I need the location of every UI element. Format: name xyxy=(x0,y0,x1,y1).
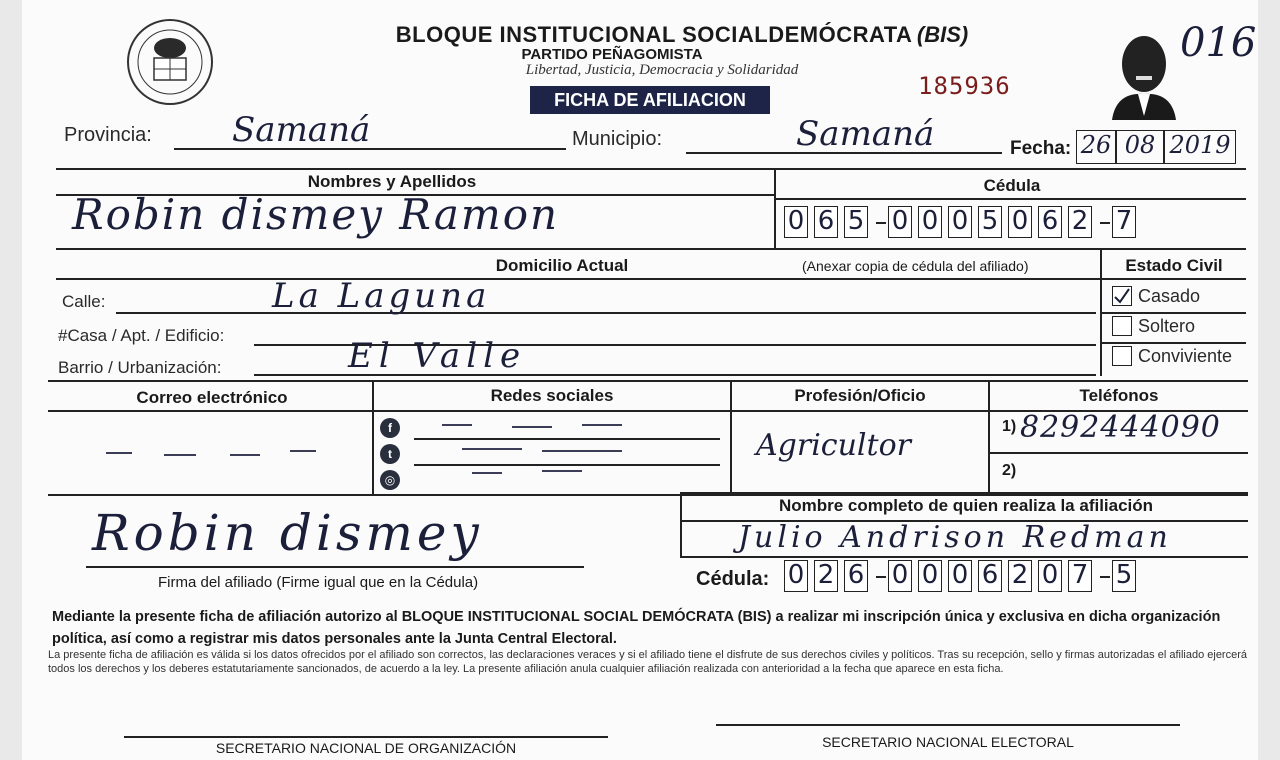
affiliator-cedula-digit: 6 xyxy=(847,560,865,590)
casado-label: Casado xyxy=(1138,286,1201,306)
affiliator-cedula-digit: 0 xyxy=(921,560,939,590)
affiliator-cedula-digit: 2 xyxy=(817,560,835,590)
affiliator-cedula-label: Cédula: xyxy=(696,568,770,590)
phones-header: Teléfonos xyxy=(1079,386,1159,405)
affiliator-cedula-digit: 0 xyxy=(1041,560,1059,590)
affiliator-cedula-digit-box[interactable] xyxy=(814,560,838,592)
names-header: Nombres y Apellidos xyxy=(307,172,477,191)
cedula-separator xyxy=(876,222,886,224)
cedula-digit: 0 xyxy=(1011,206,1029,236)
cedula-digit: 6 xyxy=(817,206,835,236)
cedula-digit: 2 xyxy=(1071,206,1089,236)
cedula-digit-box[interactable] xyxy=(1038,206,1062,238)
affiliator-cedula-digit: 5 xyxy=(1115,560,1133,590)
calle-label: Calle: xyxy=(62,292,106,311)
affiliator-cedula-digit-box[interactable] xyxy=(1008,560,1032,592)
secretary-org: SECRETARIO NACIONAL DE ORGANIZACIÓN xyxy=(215,740,517,756)
affiliator-cedula-digit: 7 xyxy=(1071,560,1089,590)
org-title xyxy=(362,22,1002,48)
form-title-bar xyxy=(530,86,770,114)
affiliator-cedula-digit-box[interactable] xyxy=(918,560,942,592)
org-name: BLOQUE INSTITUCIONAL SOCIALDEMÓCRATA xyxy=(395,22,913,47)
party-name: PARTIDO PEÑAGOMISTA xyxy=(521,46,703,63)
cedula-digit-boxes[interactable] xyxy=(784,206,1244,242)
cedula-digit-box[interactable] xyxy=(1068,206,1092,238)
affiliator-cedula-digit-box[interactable] xyxy=(888,560,912,592)
serial-number: 185936 xyxy=(918,72,1011,100)
affiliator-name[interactable]: Julio Andrison Redman xyxy=(738,520,1172,555)
legal-small-text: La presente ficha de afiliación es válida si los datos ofrecidos por el afiliado son correctos, las declaraciones veraces y si el afiliado tiene el disfrute de sus derechos civiles y políticos. Tras su recepción, sello y firmas autorizadas el afiliado ejercerá todos los derechos y los deberes estatutariamente sancionados, de acuerdo a la ley. La presente afiliación anula cualquier afiliación realizada con anterioridad a la fecha que aparece en esta ficha. xyxy=(48,649,1247,675)
affiliator-cedula-digit-box[interactable] xyxy=(978,560,1002,592)
cedula-digit-box[interactable] xyxy=(784,206,808,238)
email-header: Correo electrónico xyxy=(136,388,288,407)
estado-civil-header: Estado Civil xyxy=(1125,256,1223,275)
phone2-label: 2) xyxy=(1002,462,1017,479)
signature-value[interactable]: Robin dismey xyxy=(92,504,483,562)
motto: Libertad, Justicia, Democracia y Solidaridad xyxy=(525,62,799,78)
soltero-checkbox[interactable] xyxy=(1112,316,1132,336)
social-header: Redes sociales xyxy=(490,386,614,405)
cedula-digit: 0 xyxy=(951,206,969,236)
cedula-digit: 6 xyxy=(1041,206,1059,236)
affiliator-cedula-separator xyxy=(876,576,886,578)
secretary-electoral: SECRETARIO NACIONAL ELECTORAL xyxy=(822,734,1074,750)
cedula-digit: 0 xyxy=(787,206,805,236)
fecha-month: 08 xyxy=(1124,131,1156,159)
cedula-digit-box[interactable] xyxy=(844,206,868,238)
profession-header: Profesión/Oficio xyxy=(794,386,926,405)
affiliator-cedula-digit: 6 xyxy=(981,560,999,590)
cedula-digit-box[interactable] xyxy=(1112,206,1136,238)
barrio-label: Barrio / Urbanización: xyxy=(58,358,222,377)
fecha-year-box[interactable] xyxy=(1164,130,1236,164)
legal-bold-text: Mediante la presente ficha de afiliación autorizo al BLOQUE INSTITUCIONAL SOCIAL DEMÓCRATA (BIS) a realizar mi inscripción única y exclusiva en dicha organización política, así como a registrar mis datos personales ante la Junta Central Electoral. xyxy=(52,609,1221,647)
provincia-value[interactable]: Samaná xyxy=(232,110,371,150)
affiliation-form xyxy=(22,0,1258,760)
twitter-icon: t xyxy=(380,444,400,464)
cedula-digit: 0 xyxy=(921,206,939,236)
cedula-header: Cédula xyxy=(983,176,1041,195)
social-blank xyxy=(442,424,472,426)
affiliator-cedula-digit-box[interactable] xyxy=(1068,560,1092,592)
form-title: FICHA DE AFILIACION xyxy=(554,90,746,110)
cedula-digit: 5 xyxy=(981,206,999,236)
names-value[interactable]: Robin dismey Ramon xyxy=(72,190,560,239)
domicilio-note: (Anexar copia de cédula del afiliado) xyxy=(802,258,1029,274)
instagram-icon: ◎ xyxy=(380,470,400,490)
phone1-value[interactable]: 8292444090 xyxy=(1020,410,1221,445)
profession-value[interactable]: Agricultor xyxy=(756,428,911,463)
phone1-label: 1) xyxy=(1002,418,1017,435)
email-blank xyxy=(106,452,132,454)
conviviente-label: Conviviente xyxy=(1138,346,1233,366)
municipio-value[interactable]: Samaná xyxy=(796,114,935,154)
fecha-day-box[interactable] xyxy=(1076,130,1116,164)
cedula-digit-box[interactable] xyxy=(1008,206,1032,238)
fecha-year: 2019 xyxy=(1169,131,1231,159)
facebook-icon: f xyxy=(380,418,400,438)
affiliator-cedula-digit: 0 xyxy=(891,560,909,590)
conviviente-checkbox[interactable] xyxy=(1112,346,1132,366)
soltero-label: Soltero xyxy=(1138,316,1196,336)
cedula-digit: 7 xyxy=(1115,206,1133,236)
affiliator-cedula-digit: 2 xyxy=(1011,560,1029,590)
calle-value[interactable]: La Laguna xyxy=(272,276,491,316)
cedula-digit-box[interactable] xyxy=(978,206,1002,238)
handwritten-number: 016 xyxy=(1180,20,1257,66)
affiliator-cedula-digit-box[interactable] xyxy=(1038,560,1062,592)
fecha-label: Fecha: xyxy=(1010,138,1072,159)
municipio-label: Municipio: xyxy=(572,128,663,150)
affiliator-cedula-digit-box[interactable] xyxy=(948,560,972,592)
affiliator-header: Nombre completo de quien realiza la afiliación xyxy=(778,496,1154,515)
affiliator-cedula-separator xyxy=(1100,576,1110,578)
cedula-digit-box[interactable] xyxy=(918,206,942,238)
provincia-label: Provincia: xyxy=(64,124,152,146)
affiliator-cedula-digit-box[interactable] xyxy=(1112,560,1136,592)
portrait-photo xyxy=(1108,26,1180,120)
fecha-day: 26 xyxy=(1080,131,1112,159)
cedula-digit: 5 xyxy=(847,206,865,236)
domicilio-header: Domicilio Actual xyxy=(495,256,629,275)
casa-label: #Casa / Apt. / Edificio: xyxy=(58,326,225,345)
affiliator-cedula-digit: 0 xyxy=(787,560,805,590)
affiliator-cedula-digit: 0 xyxy=(951,560,969,590)
cedula-digit: 0 xyxy=(891,206,909,236)
cedula-digit-box[interactable] xyxy=(888,206,912,238)
affiliator-cedula-digit-box[interactable] xyxy=(784,560,808,592)
signature-caption: Firma del afiliado (Firme igual que en la Cédula) xyxy=(158,574,479,591)
org-abbr: (BIS) xyxy=(916,22,969,47)
seal-logo xyxy=(124,18,216,106)
affiliator-cedula-boxes[interactable] xyxy=(784,560,1244,596)
fecha-month-box[interactable] xyxy=(1116,130,1164,164)
cedula-separator xyxy=(1100,222,1110,224)
check-icon xyxy=(1113,287,1131,305)
barrio-value[interactable]: El Valle xyxy=(348,336,527,376)
casado-checkbox[interactable] xyxy=(1112,286,1132,306)
cedula-digit-box[interactable] xyxy=(948,206,972,238)
cedula-digit-box[interactable] xyxy=(814,206,838,238)
affiliator-cedula-digit-box[interactable] xyxy=(844,560,868,592)
